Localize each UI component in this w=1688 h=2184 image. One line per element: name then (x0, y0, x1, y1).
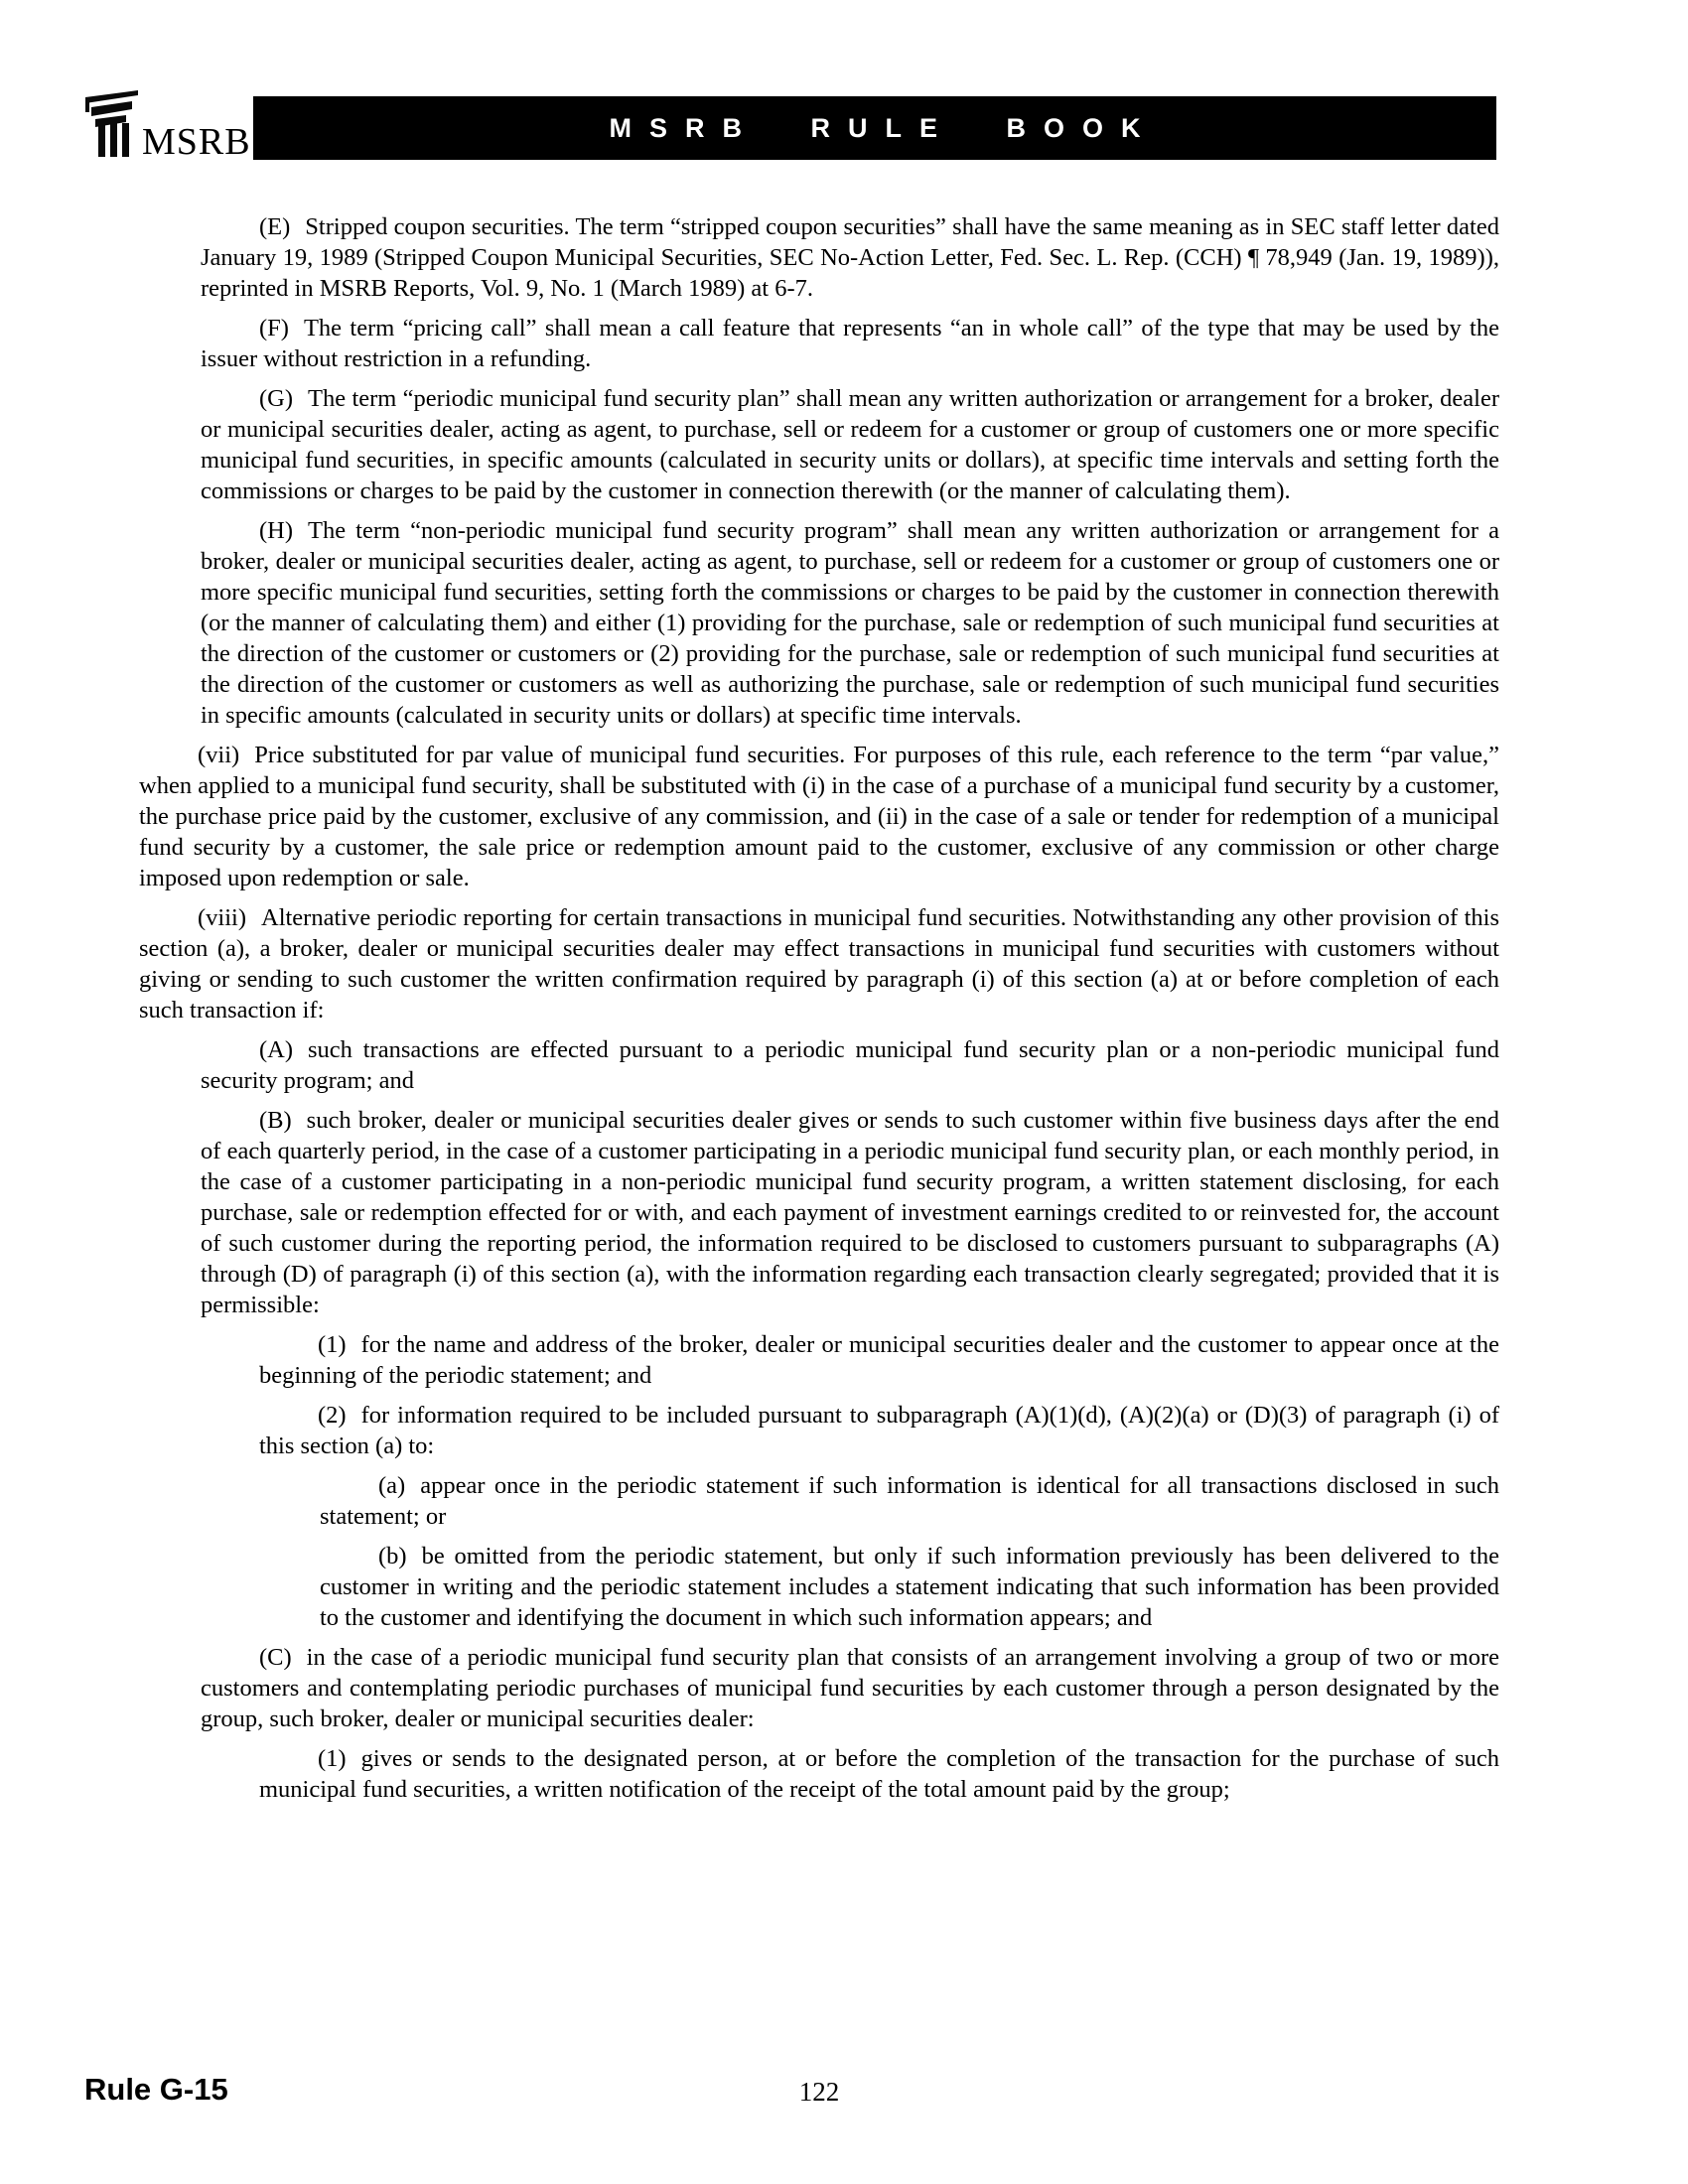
msrb-logo (85, 87, 251, 163)
paragraph-B (201, 1105, 1499, 1320)
paragraph-label: (H) (259, 517, 294, 544)
footer-rule-label: Rule G-15 (84, 2072, 228, 2107)
paragraph-label: (E) (259, 213, 291, 240)
paragraph-label: (A) (259, 1036, 294, 1063)
paragraph-text: such transactions are effected pursuant to a periodic municipal fund security plan or a non-periodic municipal fund security program; and (201, 1036, 1499, 1094)
paragraph-text: Stripped coupon securities. The term “stripped coupon securities” shall have the same meaning as in SEC staff letter dated January 19, 1989 (Stripped Coupon Municipal Securities, SEC No-Action Letter, Fed. Sec. L. Rep. (CCH) ¶ 78,949 (Jan. 19, 1989)), reprinted in MSRB Reports, Vol. 9, No. 1 (March 1989) at 6-7. (201, 213, 1499, 302)
footer-page-number: 122 (798, 2077, 840, 2107)
paragraph-B-2-b (320, 1541, 1499, 1633)
rule-text-body (139, 211, 1499, 1805)
paragraph-B-2-a (320, 1470, 1499, 1532)
paragraph-label: (vii) (198, 742, 240, 768)
page-banner-title: MSRB RULE BOOK (253, 96, 1496, 160)
paragraph-label: (viii) (198, 904, 246, 931)
paragraph-text: for the name and address of the broker, dealer or municipal securities dealer and the customer to appear once at the beginning of the periodic statement; and (259, 1331, 1499, 1389)
paragraph-text: gives or sends to the designated person, at or before the completion of the transaction for the purchase of such municipal fund securities, a written notification of the receipt of the total amount paid by the group; (259, 1745, 1499, 1803)
paragraph-text: The term “non-periodic municipal fund security program” shall mean any written authorization or arrangement for a broker, dealer or municipal securities dealer, acting as agent, to purchase, sell or redeem for a customer or group of customers one or more specific municipal fund securities, setting forth the commissions or charges to be paid by the customer in connection therewith (or the manner of calculating them) and either (1) providing for the purchase, sale or redemption of such municipal fund securities at the direction of the customer or customers or (2) providing for the purchase, sale or redemption of such municipal fund securities at the direction of the customer or customers as well as authorizing the purchase, sale or redemption of such municipal fund securities in specific amounts (calculated in security units or dollars) at specific time intervals. (201, 517, 1499, 729)
paragraph-text: in the case of a periodic municipal fund security plan that consists of an arrangement involving a group of two or more customers and contemplating periodic purchases of municipal fund securities by each customer through a person designated by the group, such broker, dealer or municipal securities dealer: (201, 1644, 1499, 1732)
paragraph-text: be omitted from the periodic statement, but only if such information previously has been delivered to the customer in writing and the periodic statement includes a statement indicating that such information has been provided to the customer and identifying the document in which such information appears; and (320, 1543, 1499, 1631)
paragraph-label: (2) (318, 1402, 347, 1429)
paragraph-A (201, 1034, 1499, 1096)
paragraph-text: Price substituted for par value of municipal fund securities. For purposes of this rule, each reference to the term “par value,” when applied to a municipal fund security, shall be substituted with (i) in the case of a purchase of a municipal fund security by a customer, the purchase price paid by the customer, exclusive of any commission, and (ii) in the case of a sale or tender for redemption of a municipal fund security by a customer, the sale price or redemption amount paid to the customer, exclusive of any commission or other charge imposed upon redemption or sale. (139, 742, 1499, 891)
column-icon (85, 87, 139, 157)
paragraph-text: for information required to be included pursuant to subparagraph (A)(1)(d), (A)(2)(a) or (D)(3) of paragraph (i) of this section (a) to: (259, 1402, 1499, 1459)
paragraph-text: appear once in the periodic statement if such information is identical for all transactions disclosed in such statement; or (320, 1472, 1499, 1530)
paragraph-label: (a) (378, 1472, 406, 1499)
paragraph-text: The term “pricing call” shall mean a call feature that represents “an in whole call” of the type that may be used by the issuer without restriction in a refunding. (201, 315, 1499, 372)
logo-wordmark: MSRB (142, 121, 251, 163)
paragraph-vii (139, 740, 1499, 893)
paragraph-B-1 (259, 1329, 1499, 1391)
paragraph-label: (1) (318, 1331, 347, 1358)
paragraph-label: (C) (259, 1644, 292, 1671)
paragraph-text: Alternative periodic reporting for certain transactions in municipal fund securities. Notwithstanding any other provision of this section (a), a broker, dealer or municipal securities dealer may effect transactions in municipal fund securities with customers without giving or sending to such customer the written confirmation required by paragraph (i) of this section (a) at or before completion of each such transaction if: (139, 904, 1499, 1024)
paragraph-label: (1) (318, 1745, 347, 1772)
paragraph-H (201, 515, 1499, 731)
paragraph-text: The term “periodic municipal fund security plan” shall mean any written authorization or arrangement for a broker, dealer or municipal securities dealer, acting as agent, to purchase, sell or redeem for a customer or group of customers one or more specific municipal fund securities, in specific amounts (calculated in security units or dollars), at specific time intervals and setting forth the commissions or charges to be paid by the customer in connection therewith (or the manner of calculating them). (201, 385, 1499, 504)
paragraph-label: (B) (259, 1107, 292, 1134)
paragraph-label: (F) (259, 315, 289, 341)
paragraph-E (201, 211, 1499, 304)
paragraph-label: (b) (378, 1543, 407, 1570)
paragraph-G (201, 383, 1499, 506)
paragraph-F (201, 313, 1499, 374)
paragraph-label: (G) (259, 385, 294, 412)
paragraph-viii (139, 902, 1499, 1025)
paragraph-C (201, 1642, 1499, 1734)
paragraph-B-2 (259, 1400, 1499, 1461)
paragraph-text: such broker, dealer or municipal securities dealer gives or sends to such customer within five business days after the end of each quarterly period, in the case of a customer participating in a periodic municipal fund security plan, or each monthly period, in the case of a customer participating in a non-periodic municipal fund security program, a written statement disclosing, for each purchase, sale or redemption effected for or with, and each payment of investment earnings credited to or reinvested for, the account of such customer during the reporting period, the information required to be disclosed to customers pursuant to subparagraphs (A) through (D) of paragraph (i) of this section (a), with the information regarding each transaction clearly segregated; provided that it is permissible: (201, 1107, 1499, 1318)
paragraph-C-1 (259, 1743, 1499, 1805)
